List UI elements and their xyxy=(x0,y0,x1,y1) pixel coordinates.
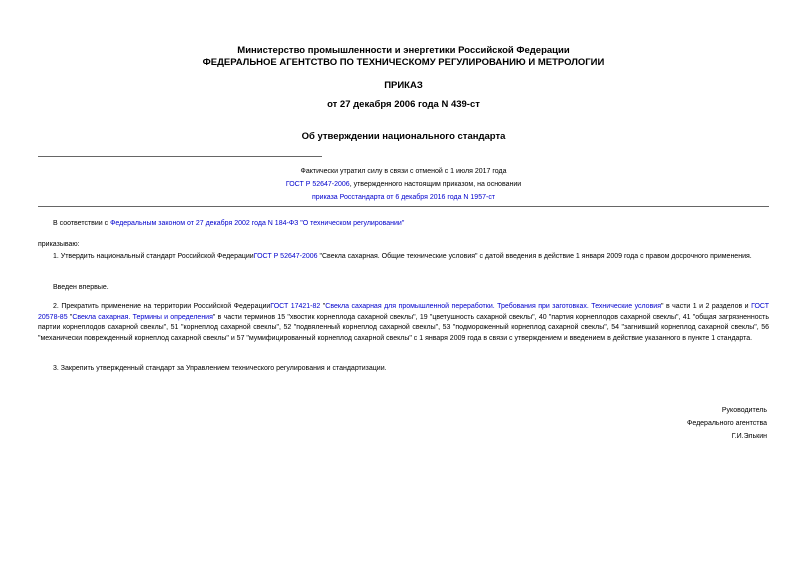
item-2-paragraph xyxy=(38,302,769,344)
item-1-paragraph xyxy=(38,252,769,263)
introduced-first-time: Введен впервые. xyxy=(53,284,109,291)
item-3-paragraph: 3. Закрепить утвержденный стандарт за Управлением технического регулирования и стандартизации. xyxy=(53,365,387,372)
item-2-mid: " в части 1 и 2 разделов и xyxy=(661,303,752,310)
gost-17421-title-link[interactable]: Свекла сахарная для промышленной переработки. Требования при заготовках. Технические условия xyxy=(325,303,661,310)
item-2-quote-2: " xyxy=(67,313,73,321)
document-date-number: от 27 декабря 2006 года N 439-ст xyxy=(327,99,480,110)
intro-paragraph xyxy=(53,219,769,230)
validity-note-line1: Фактически утратил силу в связи с отменой с 1 июля 2017 года xyxy=(300,168,507,175)
item-2-quote-1: " xyxy=(320,303,326,310)
validity-note-line2-text: , утвержденного настоящим приказом, на основании xyxy=(349,181,522,188)
document-subject: Об утверждении национального стандарта xyxy=(301,131,506,142)
validity-note-line3 xyxy=(40,191,767,204)
full-divider xyxy=(38,206,769,207)
order-word: приказываю: xyxy=(38,241,80,248)
signature-role: Руководитель xyxy=(721,407,767,414)
signature-block xyxy=(567,404,767,443)
item-1-text: 1. Утвердить национальный стандарт Российской Федерации xyxy=(53,253,254,260)
item-1-rest: "Свекла сахарная. Общие технические условия" с датой введения в действие 1 января 2009 года с правом досрочного применения. xyxy=(317,253,752,260)
validity-note-line2 xyxy=(40,178,767,191)
rosstandart-order-link[interactable]: приказа Росстандарта от 6 декабря 2016 года N 1957-ст xyxy=(311,194,496,201)
item-2-rest: " в части терминов 15 "хвостик корнеплода сахарной свеклы", 19 "цветушность сахарной свеклы", 40 "партия корнеплодов сахарной свеклы", 41 "общая загрязненность партии корнеплодов сахарной свеклы", 51 "корнеплод сахарной свеклы", 52 "подвяленный корнеплод сахарной свеклы", 53 "подмороженный корнеплод сахарной свеклы", 54 "загнивший корнеплод сахарной свеклы", 56 "механически поврежденный корнеплод сахарной свеклы" и 57 "мумифицированный корнеплод сахарной свеклы" с 1 января 2009 года в связи с утверждением и введением в действие указанного в пункте 1 стандарта. xyxy=(38,313,769,342)
gost-17421-link[interactable]: ГОСТ 17421-82 xyxy=(270,303,321,310)
validity-note xyxy=(40,165,767,204)
item-2-text: 2. Прекратить применение на территории Российской Федерации xyxy=(53,303,271,310)
ministry-title: Министерство промышленности и энергетики Российской Федерации xyxy=(237,45,570,56)
gost-20578-link[interactable]: ГОСТ 20578-85 xyxy=(38,303,770,321)
item-1-gost-link[interactable]: ГОСТ Р 52647-2006 xyxy=(253,253,318,260)
signature-org: Федерального агентства xyxy=(687,420,767,427)
document-type: ПРИКАЗ xyxy=(384,80,423,91)
intro-text: В соответствии с xyxy=(53,220,111,227)
gost-20578-title-link[interactable]: Свекла сахарная. Термины и определения xyxy=(72,313,213,321)
signature-name: Г.И.Элькин xyxy=(731,433,767,440)
agency-title: ФЕДЕРАЛЬНОЕ АГЕНТСТВО ПО ТЕХНИЧЕСКОМУ РЕГУЛИРОВАНИЮ И МЕТРОЛОГИИ xyxy=(202,57,605,68)
gost-52647-link[interactable]: ГОСТ Р 52647-2006 xyxy=(285,181,350,188)
federal-law-link[interactable]: Федеральным законом от 27 декабря 2002 года N 184-ФЗ "О техническом регулировании" xyxy=(110,220,405,227)
short-divider xyxy=(38,156,322,157)
